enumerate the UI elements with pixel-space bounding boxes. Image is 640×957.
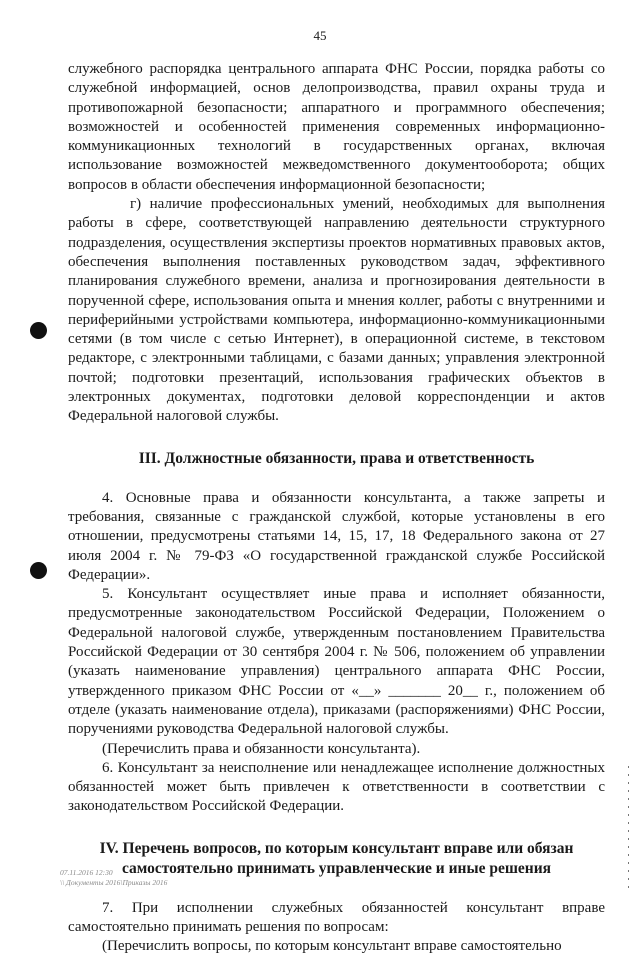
page-number: 45 (313, 28, 327, 43)
paragraph-7: 7. При исполнении служебных обязанностей консультант вправе самостоятельно принимать решения по вопросам: (68, 899, 605, 935)
file-stamp-date: 07.11.2016 12:30 (60, 868, 113, 877)
file-stamp (60, 868, 167, 888)
file-stamp-path: \\ Документы 2016\Приказы 2016 (60, 878, 168, 887)
paragraph-5-note: (Перечислить права и обязанности консультанта). (102, 740, 421, 757)
punch-hole-top (30, 322, 47, 339)
section-3-heading: III. Должностные обязанности, права и ответственность (138, 449, 535, 467)
section-4-heading-line1: IV. Перечень вопросов, по которым консультант вправе или обязан (99, 839, 574, 857)
paragraph-5: 5. Консультант осуществляет иные права и исполняет обязанности, предусмотренные законодательством Российской Федерации, Положением о Федеральной налоговой службе, утвержденным постановлением Правительства Российской Федерации от 30 сентября 2004 г. № 506, положением об управлении (указать наименование управления) центрального аппарата ФНС России, утвержденного приказом ФНС России от «__» _______ 20__ г., положением об отделе (указать наименование отдела), приказами (распоряжениями) ФНС России, поручениями руководства Федеральной налоговой службы. (68, 586, 605, 738)
document-body (68, 60, 605, 957)
paragraph-skills-g: г) наличие профессиональных умений, необходимых для выполнения работы в сфере, соответствующей направлению деятельности структурного подразделения, осуществления экспертизы проектов нормативных правовых актов, обеспечения выполнения поставленных руководством задач, эффективного планирования служебного времени, анализа и прогнозирования деятельности в порученной сфере, использования опыта и мнения коллег, работы с внутренними и периферийными устройствами компьютера, информационно-коммуникационными сетями (в том числе с сетью Интернет), в операционной системе, в текстовом редакторе, с электронными таблицами, с базами данных; управления электронной почтой; подготовки презентаций, использования графических объектов в электронных документах, подготовки деловой корреспонденции и актов Федеральной налоговой службы. (68, 196, 605, 425)
paragraph-4: 4. Основные права и обязанности консультанта, а также запреты и требования, связанные с гражданской службой, которые установлены в его отношении, предусмотрены статьями 14, 15, 17, 18 Федерального закона от 27 июля 2004 г. № 79-ФЗ «О государственной гражданской службе Российской Федерации». (68, 489, 605, 583)
scan-edge-marks (626, 760, 632, 900)
paragraph-knowledge-continued: служебного распорядка центрального аппарата ФНС России, порядка работы со служебной информацией, основ делопроизводства, правил охраны труда и противопожарной безопасности; аппаратного и программного обеспечения; возможностей и особенностей применения современных информационно-коммуникационных технологий в государственных органах, включая использование возможностей межведомственного документооборота; общих вопросов в области обеспечения информационной безопасности; (68, 61, 605, 193)
section-4-heading-line2: самостоятельно принимать управленческие и иные решения (121, 859, 552, 877)
paragraph-6: 6. Консультант за неисполнение или ненадлежащее исполнение должностных обязанностей может быть привлечен к ответственности в соответствии с законодательством Российской Федерации. (68, 759, 605, 815)
paragraph-7-note: (Перечислить вопросы, по которым консультант вправе самостоятельно (102, 938, 562, 955)
punch-hole-bottom (30, 562, 47, 579)
